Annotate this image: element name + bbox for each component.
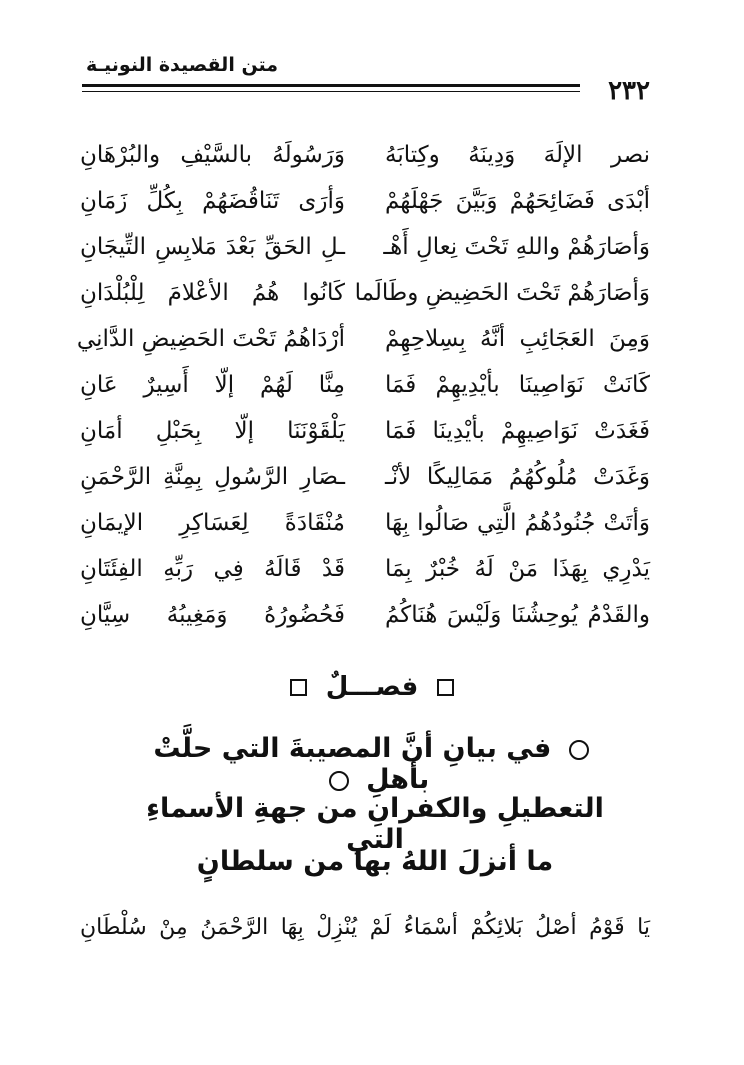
page-number: ٢٣٢: [608, 76, 650, 106]
second-hemistich: مُنْقَادَةً لِعَسَاكِرِ الإيمَانِ: [80, 510, 345, 536]
chapter-heading-line-3: ما أنزلَ اللهُ بها من سلطانٍ: [196, 846, 554, 877]
second-hemistich: قَدْ قَالَهُ فِي رَبِّهِ الفِئَتَانِ: [80, 556, 345, 582]
verse-line: [80, 408, 650, 454]
first-hemistich: فَغَدَتْ نَوَاصِيهِمْ بأيْدِينَا فَمَا: [385, 418, 650, 444]
second-hemistich: يَلْقَوْنَنَا إلّا بِحَبْلِ أمَانِ: [80, 418, 345, 444]
second-hemistich: فَحُضُورُهُ وَمَغِيبُهُ سِيَّانِ: [80, 602, 345, 628]
section-title-text: فصـــلٌ: [325, 672, 419, 702]
first-hemistich: وَمِنَ العَجَائِبِ أنَّهُ بِسِلاحِهِمْ: [385, 326, 650, 352]
first-hemistich: نصر الإلَهَ وَدِينَهُ وكِتابَهُ: [385, 142, 650, 168]
second-hemistich: وَرَسُولَهُ بالسَّيْفِ والبُرْهَانِ: [80, 142, 345, 168]
section-title: [0, 672, 744, 702]
second-hemistich: كَانُوا هُمُ الأعْلامَ لِلْبُلْدَانِ: [80, 280, 345, 306]
second-hemistich: ـصَارِ الرَّسُولِ بِمِنَّةِ الرَّحْمَنِ: [80, 464, 345, 490]
circle-ornament-icon: [329, 771, 349, 791]
second-hemistich: أرْدَاهُمُ تَحْتَ الحَضِيضِ الدَّانِي: [76, 326, 345, 352]
verse-line: [76, 316, 650, 362]
verse-line: [80, 362, 650, 408]
first-hemistich: وَأصَارَهُمْ تَحْتَ الحَضِيضِ وطَالَما: [354, 280, 650, 306]
heading-text: في بيانِ أنَّ المصيبةَ التي حلَّتْ بأهلِ: [153, 733, 552, 795]
verse-line: [80, 500, 650, 546]
first-hemistich: يَدْرِي بِهَذَا مَنْ لَهُ خُبْرٌ بِمَا: [385, 556, 650, 582]
square-ornament-icon: [290, 679, 307, 696]
verse-line: [80, 454, 650, 500]
running-title: متن القصيدة النونيـة: [86, 54, 279, 76]
page-header: [82, 50, 650, 106]
closing-verse: يَا قَوْمُ أصْلُ بَلائِكُمْ أسْمَاءُ لَمْ يُنْزِلْ بِهَا الرَّحْمَنُ مِنْ سُلْطَانِ: [80, 915, 650, 940]
first-hemistich: كَانَتْ نَوَاصِينَا بأيْدِيهِمْ فَمَا: [385, 372, 650, 398]
verse-line: [80, 132, 650, 178]
second-hemistich: ـلِ الحَقِّ بَعْدَ مَلابِسِ التِّيجَانِ: [80, 234, 345, 260]
verse-line: [80, 592, 650, 638]
header-rule-thin: [82, 91, 580, 92]
chapter-heading-line-2: التعطيلِ والكفرانِ من جهةِ الأسماءِ التي: [146, 793, 604, 855]
first-hemistich: أبْدَى فَضَائِحَهُمْ وَبَيَّنَ جَهْلَهُمْ: [385, 188, 650, 214]
verse-line: [80, 270, 650, 316]
first-hemistich: وَأصَارَهُمْ واللهِ تَحْتَ نِعالِ أَهْـ: [383, 234, 650, 260]
first-hemistich: والقَدْمُ يُوحِشُنَا وَلَيْسَ هُنَاكُمُ: [385, 602, 650, 628]
first-hemistich: وَأتَتْ جُنُودُهُمُ الَّتِي صَالُوا بِهَا: [385, 510, 650, 536]
second-hemistich: وَأرَى تَنَاقُضَهُمْ بِكُلِّ زَمَانِ: [80, 188, 345, 214]
first-hemistich: وَغَدَتْ مُلُوكُهُمُ مَمَالِيكًا لأنْـ: [385, 464, 650, 490]
second-hemistich: مِنَّا لَهُمْ إلّا أَسِيرٌ عَانِ: [80, 372, 345, 398]
poem-verses: [76, 132, 650, 638]
chapter-heading-line-1: [120, 733, 630, 795]
circle-ornament-icon: [569, 740, 589, 760]
square-ornament-icon: [437, 679, 454, 696]
header-rule-thick: [82, 84, 580, 87]
verse-line: [80, 178, 650, 224]
verse-line: [80, 546, 650, 592]
verse-line: [80, 224, 650, 270]
